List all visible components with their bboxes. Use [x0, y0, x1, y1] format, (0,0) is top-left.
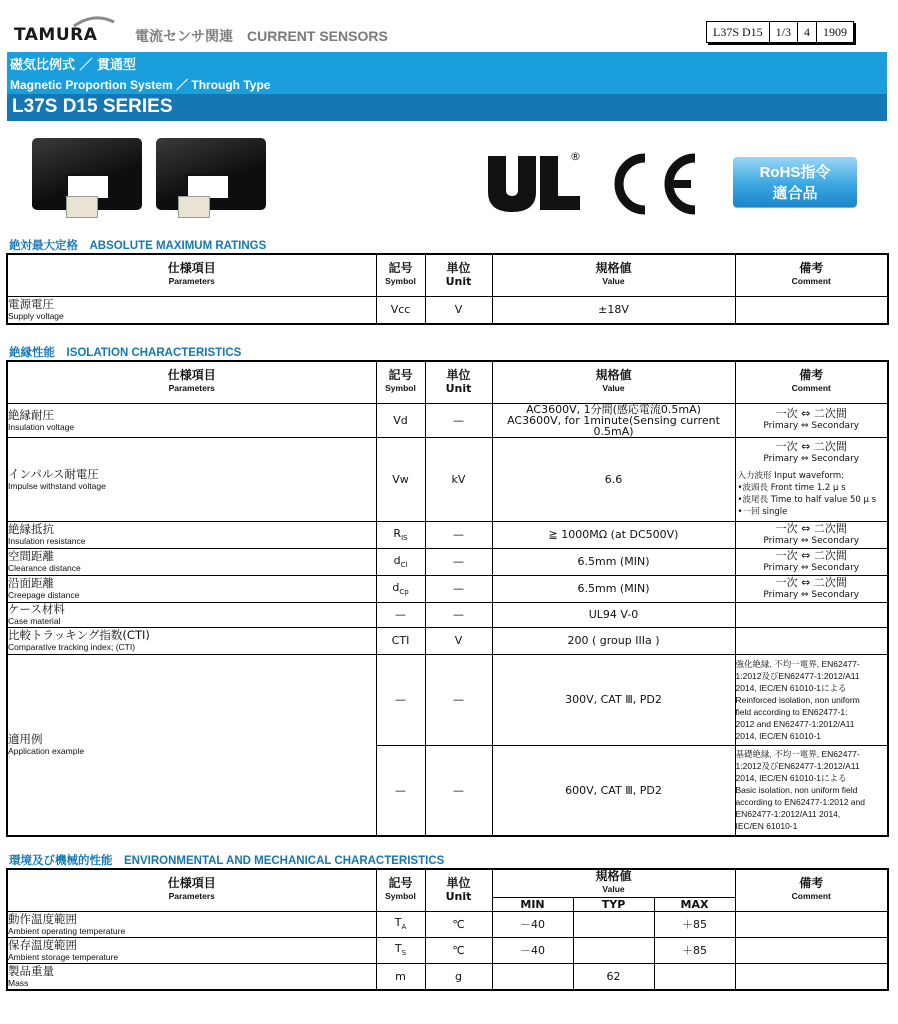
table-cell: 600V, CAT Ⅲ, PD2 [492, 745, 735, 836]
doc-date: 1909 [823, 25, 848, 39]
isolation-table [6, 360, 889, 837]
table-cell: kV [425, 437, 492, 521]
ul-mark-icon [484, 152, 584, 214]
table-header-cell: 規格値 Value [492, 869, 735, 897]
table-row [7, 963, 888, 990]
ce-mark-icon [605, 152, 699, 216]
table-row [7, 548, 888, 575]
table-header-cell: 単位 Unit [425, 361, 492, 403]
table-cell: V [425, 627, 492, 654]
table-cell: — [425, 521, 492, 548]
table-row [7, 296, 888, 324]
table-cell [735, 963, 888, 990]
table-cell: 一次 ⇔ 二次間 Primary ⇔ Secondary [735, 403, 888, 437]
table-cell: — [376, 602, 425, 627]
table-header-cell: MIN [492, 897, 573, 911]
header-category: 電流センサ関連 CURRENT SENSORS [135, 28, 388, 44]
table-row [7, 602, 888, 627]
table-cell: — [425, 548, 492, 575]
rohs-line2: 適合品 [772, 184, 818, 202]
table-row [7, 437, 888, 521]
table-cell: $T_S$ [376, 937, 425, 963]
doc-revision: 4 [798, 22, 817, 42]
table-header-cell: 記号 Symbol [376, 869, 425, 911]
table-cell: CTI [376, 627, 425, 654]
table-cell: — [425, 654, 492, 745]
table-header-row [7, 361, 888, 403]
table-cell: 一次 ⇔ 二次間 Primary ⇔ Secondary [735, 575, 888, 602]
table-cell: 動作温度範囲 Ambient operating temperature [7, 911, 376, 937]
table-header-cell: 記号 Symbol [376, 361, 425, 403]
table-header-row [7, 869, 888, 897]
table-cell: 基礎絶縁, 不均一電界, EN62477- 1:2012及びEN62477-1:2012/A11 2014, IEC/EN 61010-1による Basic isolation, non uniform field according to EN62477-1:2012 and EN62477-1:2012/A11 2014, IEC/EN 61010-1 [735, 745, 888, 836]
abs-max-table [6, 253, 889, 325]
table-row [7, 403, 888, 437]
table-cell: インパルス耐電圧 Impulse withstand voltage [7, 437, 376, 521]
table-cell: 比較トラッキング指数(CTI) Comparative tracking index; (CTI) [7, 627, 376, 654]
table-cell [573, 911, 654, 937]
table-cell: UL94 V-0 [492, 602, 735, 627]
table-header-cell: 規格値 Value [492, 361, 735, 403]
rohs-line1: RoHS指令 [759, 164, 831, 181]
table-cell: AC3600V, 1分間(感応電流0.5mA) AC3600V, for 1minute(Sensing current 0.5mA) [492, 403, 735, 437]
symbol-header: 記号 Symbol [376, 254, 425, 296]
table-cell: ＋85 [654, 911, 735, 937]
table-cell [492, 963, 573, 990]
table-header-cell: 備考 Comment [735, 869, 888, 911]
param-header: 仕様項目 Parameters [7, 254, 376, 296]
table-cell: 6.5mm (MIN) [492, 548, 735, 575]
table-header-row [7, 254, 888, 296]
table-cell: Vd [376, 403, 425, 437]
banner-jp: 磁気比例式 ／ 貫通型 [10, 58, 137, 73]
table-header-cell: 単位 Unit [425, 869, 492, 911]
table-cell: －40 [492, 937, 573, 963]
doc-model: L37S D15 [707, 22, 770, 42]
document-info-box [706, 21, 854, 43]
table-cell: 一次 ⇔ 二次間 Primary ⇔ Secondary [735, 548, 888, 575]
table-cell: ≧ 1000MΩ (at DC500V) [492, 521, 735, 548]
table-cell: — [425, 403, 492, 437]
product-photo-angle [156, 138, 271, 218]
table-row [7, 937, 888, 963]
product-photo-front [32, 138, 147, 218]
table-cell [735, 937, 888, 963]
table-cell: 製品重量 Mass [7, 963, 376, 990]
table-cell: 一次 ⇔ 二次間 Primary ⇔ Secondary 入力波形 Input waveform: •波頭長 Front time 1.2 μ s •波尾長 Time to half value 50 μ s •一回 single [735, 437, 888, 521]
table-cell: 沿面距離 Creepage distance [7, 575, 376, 602]
table-cell: g [425, 963, 492, 990]
table-cell: 適用例 Application example [7, 654, 376, 836]
table-cell: 強化絶縁, 不均一電界, EN62477- 1:2012及びEN62477-1:2012/A11 2014, IEC/EN 61010-1による Reinforced isolation, non uniform field according to EN62477-1: 2012 and EN62477-1:2012/A11 2014, IEC/EN 61010-1 [735, 654, 888, 745]
table-header-cell: 仕様項目 Parameters [7, 361, 376, 403]
table-cell: ケース材料 Case material [7, 602, 376, 627]
table-cell: ℃ [425, 911, 492, 937]
table-cell [735, 911, 888, 937]
banner-en: Magnetic Proportion System ／ Through Type [10, 78, 271, 92]
table-cell: — [425, 602, 492, 627]
table-cell: $T_A$ [376, 911, 425, 937]
series-title: L37S D15 SERIES [12, 96, 173, 117]
table-header-cell: MAX [654, 897, 735, 911]
table-cell: 絶縁抵抗 Insulation resistance [7, 521, 376, 548]
table-cell: — [376, 745, 425, 836]
isolation-title: 絶縁性能 ISOLATION CHARACTERISTICS [9, 347, 242, 359]
table-cell: 6.5mm (MIN) [492, 575, 735, 602]
table-cell [735, 296, 888, 324]
table-cell: $d_{Cl}$ [376, 548, 425, 575]
table-row [7, 911, 888, 937]
category-banner [7, 52, 887, 94]
table-row [7, 627, 888, 654]
table-row [7, 575, 888, 602]
table-cell: Vcc [376, 296, 425, 324]
unit-header: 単位 Unit [425, 254, 492, 296]
table-cell: m [376, 963, 425, 990]
table-cell: $R_{IS}$ [376, 521, 425, 548]
table-cell: Vw [376, 437, 425, 521]
table-row [7, 521, 888, 548]
value-header: 規格値 Value [492, 254, 735, 296]
abs-max-title: 絶対最大定格 ABSOLUTE MAXIMUM RATINGS [9, 240, 267, 252]
tamura-logo [14, 12, 118, 48]
table-row [7, 654, 888, 745]
table-cell: ℃ [425, 937, 492, 963]
table-cell [654, 963, 735, 990]
table-cell: 空間距離 Clearance distance [7, 548, 376, 575]
ul-registered: ® [570, 150, 581, 163]
table-cell [735, 627, 888, 654]
table-cell: $d_{Cp}$ [376, 575, 425, 602]
table-cell: 6.6 [492, 437, 735, 521]
table-cell: 電源電圧 Supply voltage [7, 296, 376, 324]
env-table [6, 868, 889, 991]
table-header-cell: TYP [573, 897, 654, 911]
table-cell: 300V, CAT Ⅲ, PD2 [492, 654, 735, 745]
table-cell: ＋85 [654, 937, 735, 963]
env-title: 環境及び機械的性能 ENVIRONMENTAL AND MECHANICAL CHARACTERISTICS [9, 855, 445, 867]
table-cell: 保存温度範囲 Ambient storage temperature [7, 937, 376, 963]
table-cell: — [425, 745, 492, 836]
table-cell: 62 [573, 963, 654, 990]
table-cell: 一次 ⇔ 二次間 Primary ⇔ Secondary [735, 521, 888, 548]
doc-page: 1/3 [770, 22, 798, 42]
table-header-cell: 仕様項目 Parameters [7, 869, 376, 911]
table-cell: ±18V [492, 296, 735, 324]
comment-header: 備考 Comment [735, 254, 888, 296]
table-cell [573, 937, 654, 963]
logo-text: TAMURA [14, 25, 98, 45]
table-cell: 絶縁耐圧 Insulation voltage [7, 403, 376, 437]
table-cell: — [425, 575, 492, 602]
table-cell: — [376, 654, 425, 745]
rohs-badge [733, 157, 857, 207]
table-cell [735, 602, 888, 627]
table-cell: V [425, 296, 492, 324]
series-banner [7, 94, 887, 121]
table-cell: 200 ( group IIIa ) [492, 627, 735, 654]
table-header-cell: 備考 Comment [735, 361, 888, 403]
table-cell: －40 [492, 911, 573, 937]
